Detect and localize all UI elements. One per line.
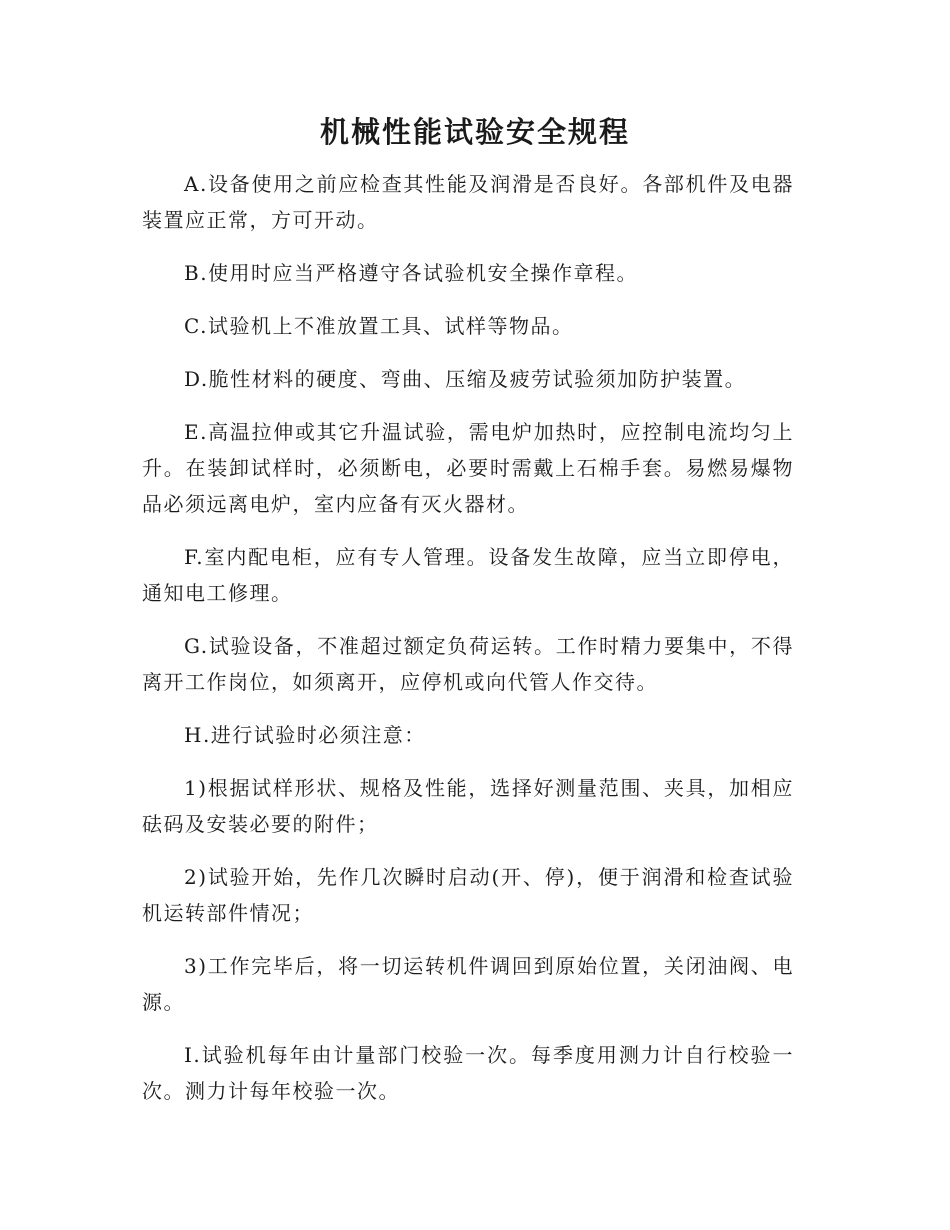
paragraph-h-item-2: 2)试验开始，先作几次瞬时启动(开、停)，便于润滑和检查试验机运转部件情况； (142, 865, 794, 925)
document-title: 机械性能试验安全规程 (319, 115, 630, 149)
paragraph-h-item-1: 1)根据试样形状、规格及性能，选择好测量范围、夹具，加相应砝码及安装必要的附件； (142, 776, 794, 836)
paragraph-d: D.脆性材料的硬度、弯曲、压缩及疲劳试验须加防护装置。 (184, 367, 747, 391)
paragraph-c: C.试验机上不准放置工具、试样等物品。 (184, 314, 574, 338)
paragraph-f: F.室内配电柜，应有专人管理。设备发生故障，应当立即停电，通知电工修理。 (142, 545, 794, 605)
paragraph-a: A.设备使用之前应检查其性能及润滑是否良好。各部机件及电器装置应正常，方可开动。 (142, 172, 794, 232)
paragraph-e: E.高温拉伸或其它升温试验，需电炉加热时，应控制电流均匀上升。在装卸试样时，必须断电，必要时需戴上石棉手套。易燃易爆物品必须远离电炉，室内应备有灭火器材。 (142, 420, 794, 516)
paragraph-h: H.进行试验时必须注意： (184, 723, 426, 747)
paragraph-b: B.使用时应当严格遵守各试验机安全操作章程。 (184, 261, 639, 285)
paragraph-i: I.试验机每年由计量部门校验一次。每季度用测力计自行校验一次。测力计每年校验一次。 (142, 1043, 794, 1103)
document-body (142, 166, 794, 1126)
paragraph-g: G.试验设备，不准超过额定负荷运转。工作时精力要集中，不得离开工作岗位，如须离开，应停机或向代管人作交待。 (142, 634, 794, 694)
paragraph-h-item-3: 3)工作完毕后，将一切运转机件调回到原始位置，关闭油阀、电源。 (142, 954, 794, 1014)
